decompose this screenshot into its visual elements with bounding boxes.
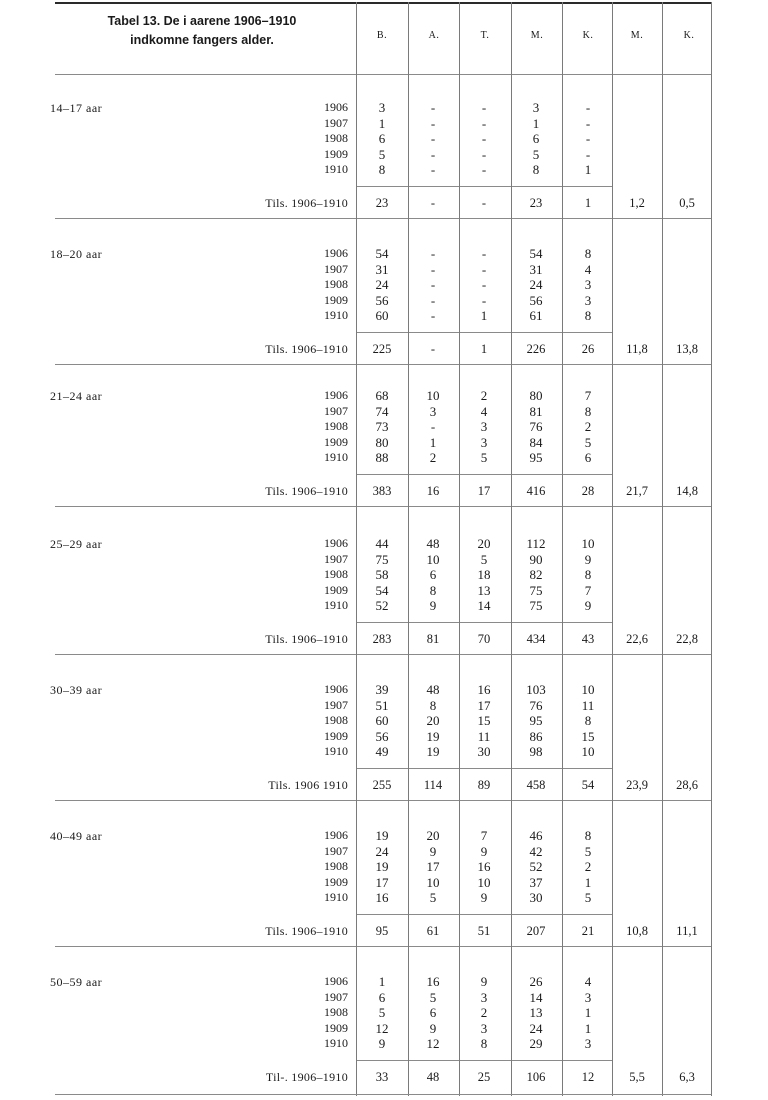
cell-t: 3 [480, 434, 488, 450]
total-t: 70 [477, 632, 491, 646]
total-m2: 5,5 [629, 1070, 645, 1084]
cell-a: - [430, 292, 436, 308]
cell-b: 31 [375, 261, 389, 277]
cell-t: 16 [477, 682, 491, 697]
cell-m: 82 [529, 567, 543, 582]
cell-m: 76 [529, 419, 543, 434]
cell-t: 9 [480, 843, 488, 859]
cell-k: 5 [584, 890, 592, 905]
cell-k: 10 [581, 536, 595, 551]
row-year: 1906 [324, 246, 348, 260]
cell-b: 73 [375, 419, 389, 434]
total-k: 54 [581, 778, 595, 792]
cell-m: 37 [529, 874, 543, 890]
total-label: Tils. 1906–1910 [265, 924, 348, 938]
row-year: 1909 [324, 874, 348, 889]
total-b: 33 [375, 1070, 389, 1084]
cell-k: 5 [584, 434, 592, 450]
total-k2: 28,6 [676, 778, 698, 792]
cell-b: 75 [375, 551, 389, 567]
cell-t: 2 [480, 388, 488, 403]
row-year: 1907 [324, 697, 348, 712]
total-k: 43 [581, 632, 595, 646]
cell-b: 49 [375, 744, 389, 759]
row-year: 1909 [324, 292, 348, 307]
total-k2: 11,1 [676, 924, 698, 938]
cell-t: - [481, 131, 487, 146]
cell-t: 30 [477, 744, 491, 759]
cell-a: 10 [426, 874, 440, 890]
cell-a: 20 [426, 713, 440, 728]
total-t: 25 [477, 1070, 491, 1084]
cell-t: 15 [477, 713, 491, 728]
cell-b: 6 [378, 131, 386, 146]
total-m2: 22,6 [626, 632, 648, 646]
cell-b: 12 [375, 1020, 389, 1036]
total-k2: 22,8 [676, 632, 698, 646]
title-line-2: indkomne fangers alder. [130, 33, 274, 47]
cell-k: 8 [584, 567, 592, 582]
cell-t: 5 [480, 551, 488, 567]
cell-m: 103 [526, 682, 546, 697]
cell-m: 90 [529, 551, 543, 567]
total-a: 48 [426, 1070, 440, 1084]
cell-t: 16 [477, 859, 491, 874]
total-t: 1 [480, 342, 488, 356]
cell-t: - [481, 292, 487, 308]
cell-a: - [430, 100, 436, 115]
cell-a: - [430, 146, 436, 162]
cell-b: 19 [375, 828, 389, 843]
cell-a: 3 [429, 403, 437, 419]
cell-k: 8 [584, 246, 592, 261]
cell-k: 1 [584, 162, 592, 177]
row-year: 1906 [324, 828, 348, 842]
cell-m: 3 [532, 100, 540, 115]
row-year: 1907 [324, 261, 348, 276]
column-header-a: A. [428, 30, 440, 41]
cell-t: - [481, 261, 487, 277]
subtotal-rule [356, 914, 612, 915]
age-group-label: 40–49 aar [50, 829, 103, 843]
cell-t: 10 [477, 874, 491, 890]
cell-m: 1 [532, 115, 540, 131]
cell-b: 5 [378, 146, 386, 162]
total-label: Tils. 1906–1910 [265, 484, 348, 498]
row-year: 1910 [324, 598, 348, 612]
cell-k: 4 [584, 261, 592, 277]
cell-k: 10 [581, 682, 595, 697]
cell-m: 76 [529, 697, 543, 713]
cell-b: 5 [378, 1005, 386, 1020]
row-year: 1909 [324, 1020, 348, 1035]
cell-m: 29 [529, 1036, 543, 1051]
cell-m: 13 [529, 1005, 543, 1020]
total-k: 26 [581, 342, 595, 356]
cell-m: 98 [529, 744, 543, 759]
cell-k: 8 [584, 828, 592, 843]
row-year: 1906 [324, 388, 348, 402]
age-group-label: 25–29 aar [50, 537, 103, 551]
row-year: 1906 [324, 682, 348, 696]
cell-b: 16 [375, 890, 389, 905]
cell-k: 6 [584, 450, 592, 465]
cell-t: 13 [477, 582, 491, 598]
cell-a: 1 [429, 434, 437, 450]
cell-a: 8 [429, 582, 437, 598]
subtotal-rule [356, 768, 612, 769]
cell-b: 39 [375, 682, 389, 697]
total-m: 23 [529, 196, 543, 210]
cell-a: - [430, 162, 436, 177]
cell-m: 80 [529, 388, 543, 403]
cell-t: - [481, 277, 487, 292]
row-year: 1909 [324, 434, 348, 449]
cell-m: 46 [529, 828, 543, 843]
total-b: 255 [372, 778, 392, 792]
total-a: 61 [426, 924, 440, 938]
age-group-label: 18–20 aar [50, 247, 103, 261]
row-year: 1910 [324, 744, 348, 758]
cell-a: 9 [429, 843, 437, 859]
cell-k: 4 [584, 974, 592, 989]
cell-a: - [430, 131, 436, 146]
total-m: 207 [526, 924, 546, 938]
total-m2: 11,8 [626, 342, 648, 356]
cell-t: 3 [480, 1020, 488, 1036]
cell-t: 9 [480, 974, 488, 989]
total-m: 434 [526, 632, 546, 646]
cell-b: 56 [375, 292, 389, 308]
row-year: 1908 [324, 131, 348, 145]
column-rule [408, 2, 409, 1096]
cell-a: 9 [429, 598, 437, 613]
cell-t: 20 [477, 536, 491, 551]
row-year: 1908 [324, 567, 348, 581]
cell-m: 52 [529, 859, 543, 874]
cell-t: - [481, 162, 487, 177]
cell-t: 17 [477, 697, 491, 713]
cell-k: 11 [581, 697, 595, 713]
total-a: 16 [426, 484, 440, 498]
total-k2: 0,5 [679, 196, 695, 210]
cell-a: 12 [426, 1036, 440, 1051]
cell-a: 5 [429, 989, 437, 1005]
cell-t: - [481, 115, 487, 131]
cell-a: 9 [429, 1020, 437, 1036]
total-m2: 1,2 [629, 196, 645, 210]
cell-m: 81 [529, 403, 543, 419]
column-rule [612, 2, 613, 1096]
table-title [52, 12, 352, 50]
column-rule [356, 2, 357, 1096]
subtotal-rule [356, 622, 612, 623]
cell-k: 9 [584, 598, 592, 613]
cell-k: 15 [581, 728, 595, 744]
cell-b: 74 [375, 403, 389, 419]
total-label: Tils. 1906–1910 [265, 632, 348, 646]
column-header-k: K. [582, 30, 594, 41]
column-header-m: M. [530, 30, 544, 41]
cell-a: 20 [426, 828, 440, 843]
row-year: 1908 [324, 713, 348, 727]
cell-a: 17 [426, 859, 440, 874]
cell-a: - [430, 308, 436, 323]
cell-b: 54 [375, 246, 389, 261]
cell-b: 54 [375, 582, 389, 598]
row-year: 1906 [324, 100, 348, 114]
cell-k: 3 [584, 989, 592, 1005]
total-label: Tils. 1906–1910 [265, 342, 348, 356]
total-a: 114 [423, 778, 443, 792]
column-rule [511, 2, 512, 1096]
cell-t: 9 [480, 890, 488, 905]
column-header-m-pct: M. [630, 30, 644, 41]
cell-m: 14 [529, 989, 543, 1005]
cell-b: 6 [378, 989, 386, 1005]
cell-t: 4 [480, 403, 488, 419]
cell-k: - [585, 131, 591, 146]
cell-b: 52 [375, 598, 389, 613]
total-m: 416 [526, 484, 546, 498]
total-b: 23 [375, 196, 389, 210]
row-year: 1908 [324, 277, 348, 291]
cell-m: 54 [529, 246, 543, 261]
cell-a: - [430, 115, 436, 131]
total-label: Til-. 1906–1910 [265, 1070, 348, 1084]
cell-t: 1 [480, 308, 488, 323]
total-m: 106 [526, 1070, 546, 1084]
cell-t: 14 [477, 598, 491, 613]
cell-t: - [481, 100, 487, 115]
cell-k: 3 [584, 277, 592, 292]
total-b: 283 [372, 632, 392, 646]
total-t: 89 [477, 778, 491, 792]
cell-b: 19 [375, 859, 389, 874]
cell-a: 48 [426, 536, 440, 551]
cell-b: 88 [375, 450, 389, 465]
total-label: Tils. 1906 1910 [268, 778, 348, 792]
cell-m: 86 [529, 728, 543, 744]
age-group-label: 30–39 aar [50, 683, 103, 697]
total-b: 225 [372, 342, 392, 356]
cell-m: 8 [532, 162, 540, 177]
cell-m: 112 [526, 536, 546, 551]
cell-m: 95 [529, 450, 543, 465]
cell-k: 3 [584, 1036, 592, 1051]
cell-a: 10 [426, 388, 440, 403]
cell-k: - [585, 115, 591, 131]
row-year: 1906 [324, 536, 348, 550]
row-year: 1908 [324, 419, 348, 433]
cell-t: 2 [480, 1005, 488, 1020]
cell-a: 19 [426, 744, 440, 759]
cell-b: 9 [378, 1036, 386, 1051]
total-t: 17 [477, 484, 491, 498]
cell-m: 31 [529, 261, 543, 277]
row-year: 1910 [324, 1036, 348, 1050]
cell-a: - [430, 246, 436, 261]
subtotal-rule [356, 332, 612, 333]
column-rule [459, 2, 460, 1096]
cell-a: 6 [429, 1005, 437, 1020]
column-header-b: B. [376, 30, 388, 41]
row-year: 1908 [324, 859, 348, 873]
cell-k: 2 [584, 859, 592, 874]
cell-k: 10 [581, 744, 595, 759]
cell-t: 11 [477, 728, 491, 744]
total-a: 81 [426, 632, 440, 646]
cell-m: 24 [529, 277, 543, 292]
cell-m: 5 [532, 146, 540, 162]
age-group-label: 21–24 aar [50, 389, 103, 403]
cell-t: 5 [480, 450, 488, 465]
cell-t: 7 [480, 828, 488, 843]
cell-k: - [585, 146, 591, 162]
row-year: 1910 [324, 450, 348, 464]
cell-a: - [430, 419, 436, 434]
cell-a: 8 [429, 697, 437, 713]
cell-k: 8 [584, 403, 592, 419]
title-line-1: Tabel 13. De i aarene 1906–1910 [107, 14, 297, 28]
age-group-label: 50–59 aar [50, 975, 103, 989]
cell-a: 10 [426, 551, 440, 567]
cell-a: - [430, 277, 436, 292]
column-rule [711, 2, 712, 1096]
cell-b: 44 [375, 536, 389, 551]
row-year: 1906 [324, 974, 348, 988]
row-year: 1909 [324, 146, 348, 161]
total-b: 95 [375, 924, 389, 938]
column-header-k-pct: K. [683, 30, 695, 41]
total-k2: 13,8 [676, 342, 698, 356]
cell-m: 56 [529, 292, 543, 308]
cell-m: 26 [529, 974, 543, 989]
total-k2: 6,3 [679, 1070, 695, 1084]
row-year: 1907 [324, 551, 348, 566]
cell-b: 3 [378, 100, 386, 115]
total-k: 12 [581, 1070, 595, 1084]
cell-a: - [430, 261, 436, 277]
cell-m: 61 [529, 308, 543, 323]
cell-k: 1 [584, 1020, 592, 1036]
cell-k: 7 [584, 582, 592, 598]
total-m2: 10,8 [626, 924, 648, 938]
row-year: 1907 [324, 403, 348, 418]
cell-m: 95 [529, 713, 543, 728]
cell-b: 60 [375, 308, 389, 323]
column-header-t: T. [480, 30, 490, 41]
total-t: - [481, 196, 487, 210]
cell-b: 68 [375, 388, 389, 403]
cell-k: 8 [584, 713, 592, 728]
subtotal-rule [356, 186, 612, 187]
cell-t: 3 [480, 419, 488, 434]
total-k: 28 [581, 484, 595, 498]
cell-k: 9 [584, 551, 592, 567]
cell-b: 24 [375, 277, 389, 292]
total-m2: 21,7 [626, 484, 648, 498]
cell-m: 75 [529, 598, 543, 613]
row-year: 1907 [324, 115, 348, 130]
row-year: 1907 [324, 843, 348, 858]
cell-a: 19 [426, 728, 440, 744]
cell-k: - [585, 100, 591, 115]
cell-b: 8 [378, 162, 386, 177]
cell-b: 1 [378, 115, 386, 131]
total-a: - [430, 196, 436, 210]
row-year: 1908 [324, 1005, 348, 1019]
cell-m: 84 [529, 434, 543, 450]
cell-a: 6 [429, 567, 437, 582]
cell-k: 1 [584, 1005, 592, 1020]
cell-b: 56 [375, 728, 389, 744]
cell-b: 51 [375, 697, 389, 713]
cell-b: 17 [375, 874, 389, 890]
cell-m: 24 [529, 1020, 543, 1036]
row-year: 1910 [324, 890, 348, 904]
row-year: 1909 [324, 582, 348, 597]
row-year: 1909 [324, 728, 348, 743]
row-year: 1907 [324, 989, 348, 1004]
cell-m: 30 [529, 890, 543, 905]
cell-t: - [481, 146, 487, 162]
cell-m: 42 [529, 843, 543, 859]
cell-k: 3 [584, 292, 592, 308]
cell-k: 7 [584, 388, 592, 403]
cell-k: 2 [584, 419, 592, 434]
total-m: 458 [526, 778, 546, 792]
cell-b: 80 [375, 434, 389, 450]
subtotal-rule [356, 1060, 612, 1061]
column-rule [662, 2, 663, 1096]
cell-a: 2 [429, 450, 437, 465]
cell-a: 5 [429, 890, 437, 905]
cell-b: 1 [378, 974, 386, 989]
total-m: 226 [526, 342, 546, 356]
row-year: 1910 [324, 308, 348, 322]
cell-k: 8 [584, 308, 592, 323]
bottom-rule [55, 1094, 711, 1095]
cell-t: 3 [480, 989, 488, 1005]
row-year: 1910 [324, 162, 348, 176]
total-label: Tils. 1906–1910 [265, 196, 348, 210]
cell-t: - [481, 246, 487, 261]
cell-a: 16 [426, 974, 440, 989]
total-k: 21 [581, 924, 595, 938]
total-m2: 23,9 [626, 778, 648, 792]
total-a: - [430, 342, 436, 356]
cell-k: 1 [584, 874, 592, 890]
cell-b: 60 [375, 713, 389, 728]
subtotal-rule [356, 474, 612, 475]
cell-m: 75 [529, 582, 543, 598]
total-t: 51 [477, 924, 491, 938]
total-k: 1 [584, 196, 592, 210]
age-group-label: 14–17 aar [50, 101, 103, 115]
cell-t: 8 [480, 1036, 488, 1051]
cell-b: 24 [375, 843, 389, 859]
cell-t: 18 [477, 567, 491, 582]
cell-m: 6 [532, 131, 540, 146]
cell-b: 58 [375, 567, 389, 582]
total-b: 383 [372, 484, 392, 498]
column-rule [562, 2, 563, 1096]
cell-a: 48 [426, 682, 440, 697]
total-k2: 14,8 [676, 484, 698, 498]
cell-k: 5 [584, 843, 592, 859]
